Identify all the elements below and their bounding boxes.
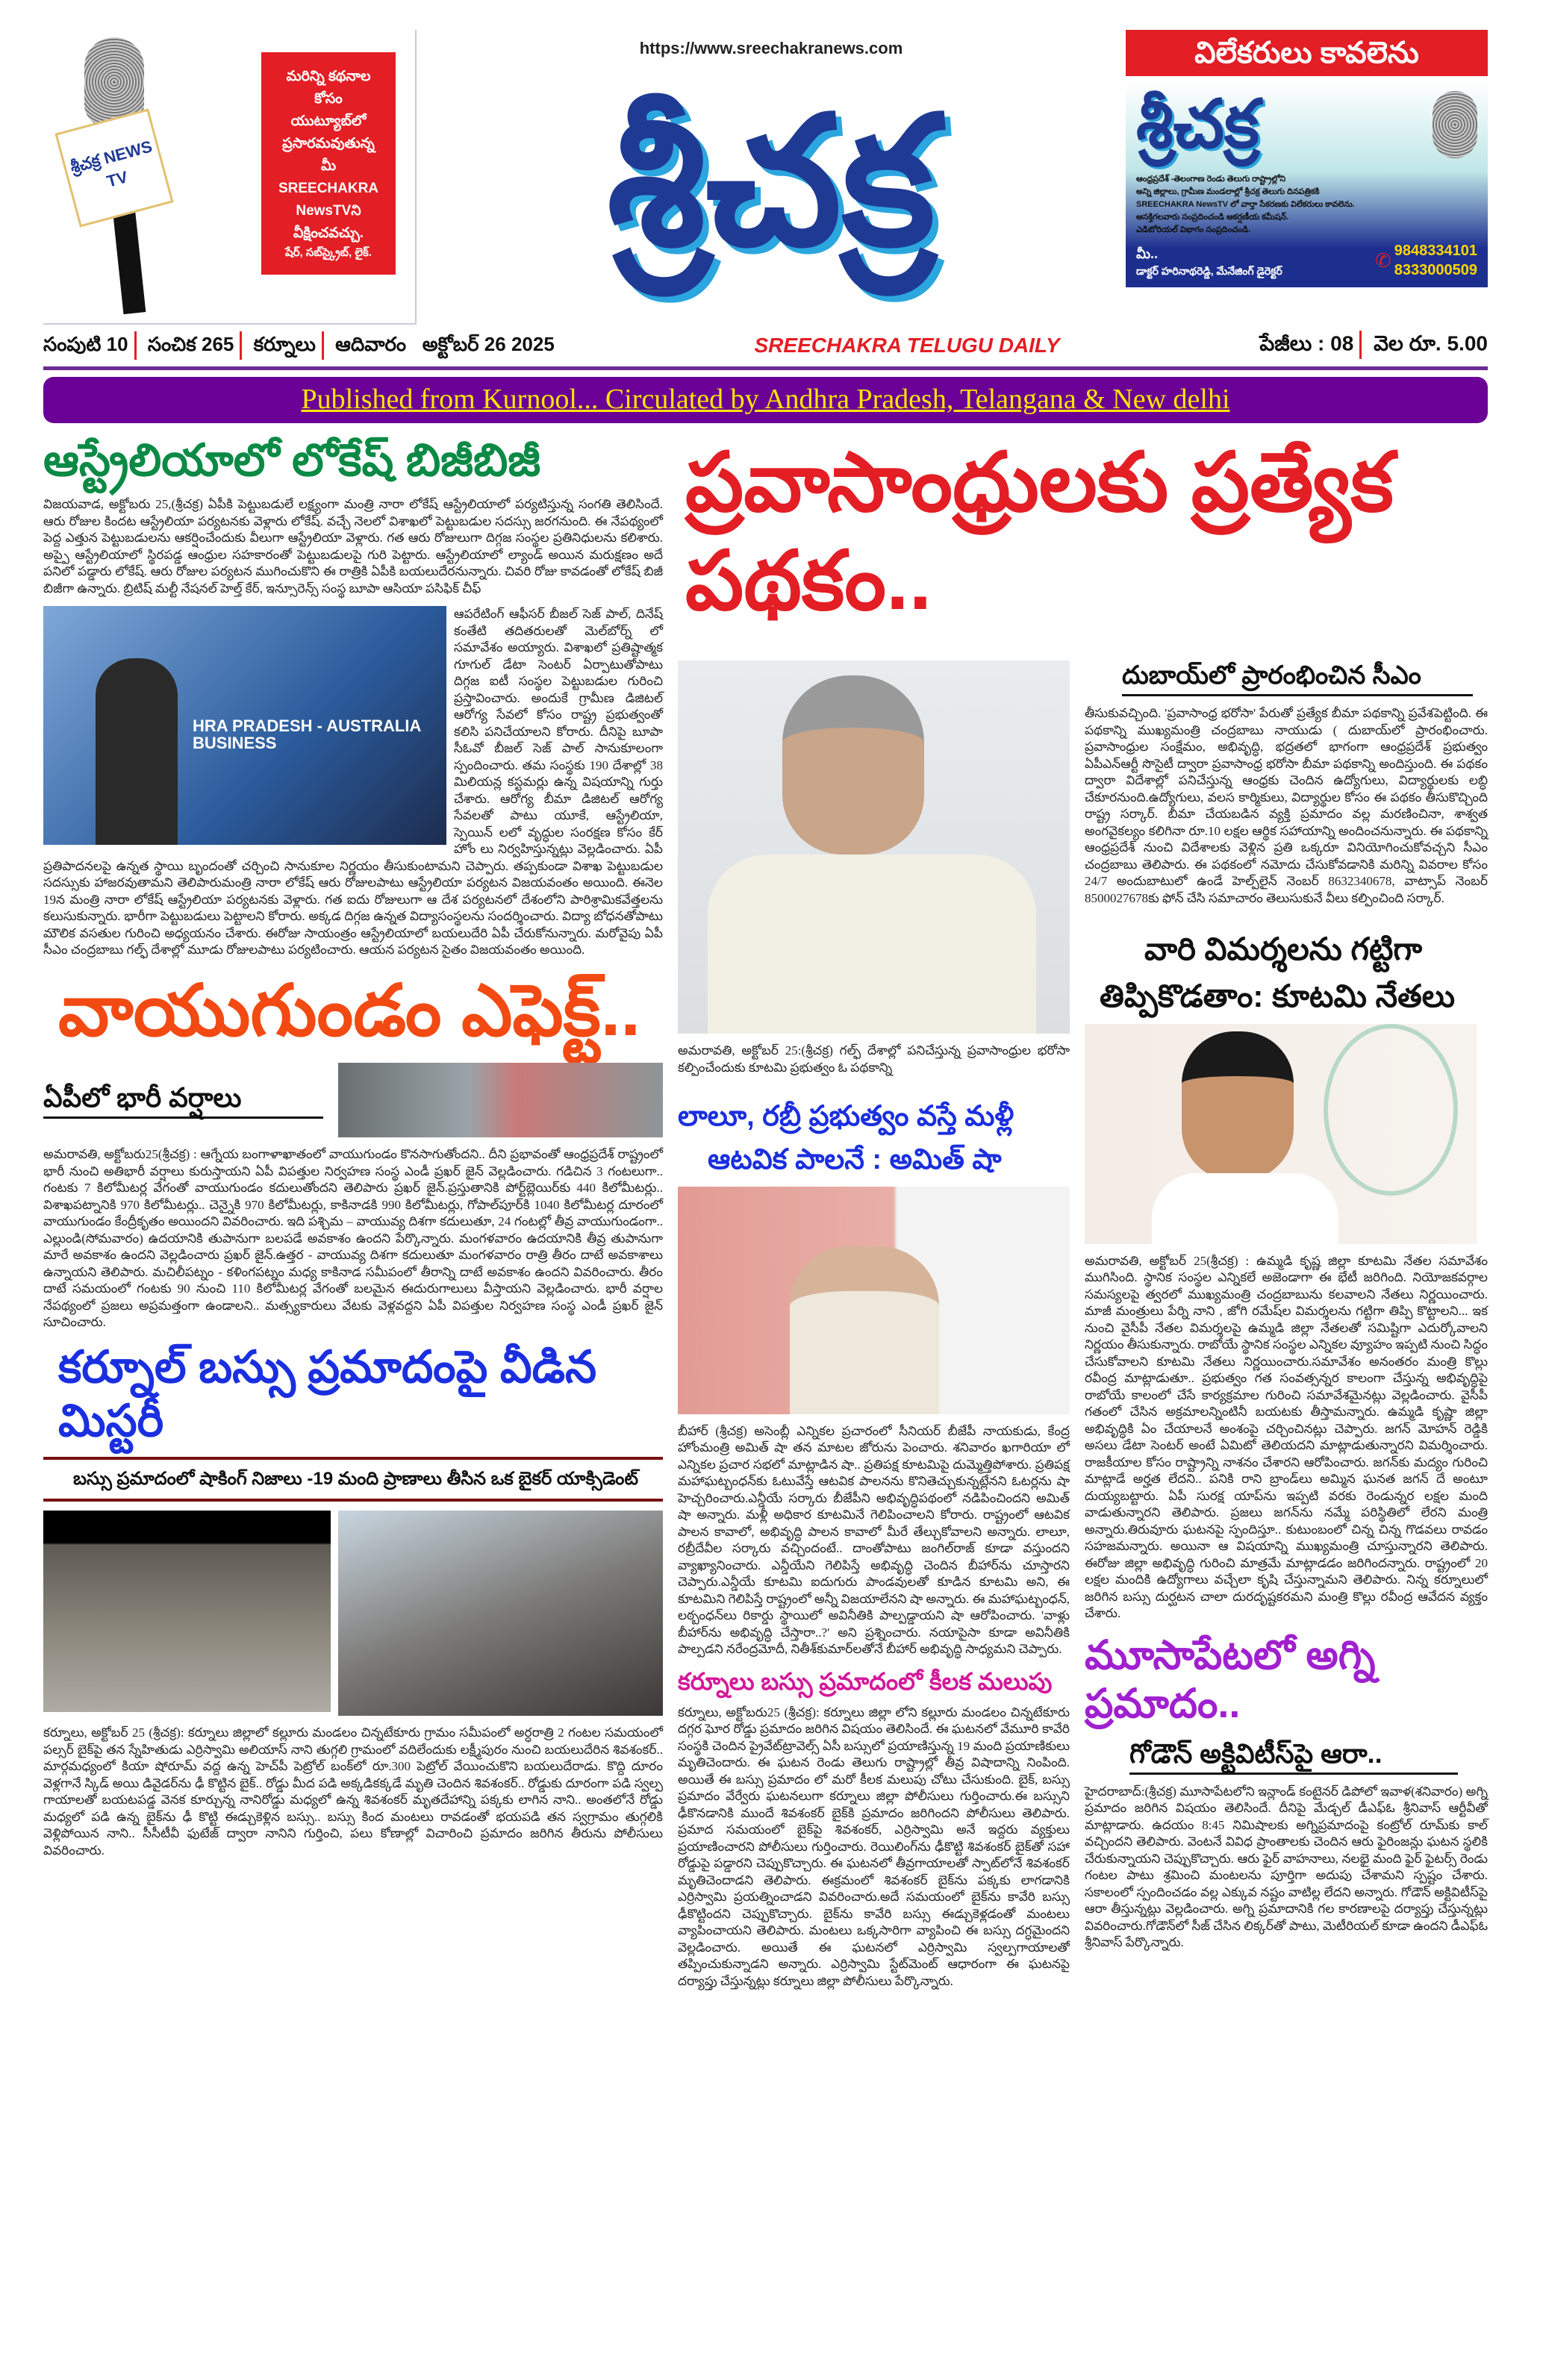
publication-banner: [43, 377, 1488, 423]
headline-amit-shah-2[interactable]: ఆటవిక పాలనే : అమిత్ షా: [708, 1143, 1002, 1175]
article-body: కర్నూలు, అక్టోబర్ 25 (శ్రీచక్ర): కర్నూలు జిల్లాలో కల్లూరు మండలం చిన్నటేకూరు గ్రామం సమీపంలో అర్ధరాత్రి 2 గంటల సమయంలో పల్సర్ బైక్‌పై తన స్నేహితుడు ఎర్రిస్వామి అలియాస్ నాని తుగ్గలి గ్రామంలో వదిలేందుకు లక్ష్మీపురం నుంచి బయలుదేరిన శివశంకర్.. మార్గమధ్యంలో కియా షోరూమ్ వద్ద ఉన్న హెచ్‌పీ పెట్రోల్ బంక్‌లో రూ.300 పెట్రోల్ వేయించుకొని బయలుదేరాడు. కొద్ది దూరం వెళ్లగానే స్కిడ్ అయి డివైడర్‌ను ఢీ కొట్టిన బైక్‌.. రోడ్డు మీద పడి అక్కడికక్కడే మృతి చెందిన శివశంకర్.. రోడ్డుకు దూరంగా పడి స్వల్ప గాయాలతో బయటపడ్డ వెనక కూర్చున్న నానిరోడ్డు మధ్యలో ఉన్న శివశంకర్ మృతదేహాన్ని పక్కకు లాగిన నాని.. అంతలోనే రోడ్డు మధ్యలో పడి ఉన్న బైక్‌ను ఢీ కొట్టి ఈడ్చుకెళ్లిన బస్సు.. బస్సు కింద మంటలు రావడంతో భయపడి తన స్వగ్రామం తుగ్గలికి వెళ్లిపోయిన నాని.. సీసీటీవీ ఫుటేజ్ ద్వారా నానిని గుర్తించి, పలు కోణాల్లో విచారించి ప్రమాదం జరిగిన తీరును పోలీసులు వివరించారు.: [43, 1725, 663, 1858]
left-ad: [43, 30, 417, 325]
photo-caption: అమరావతి, అక్టోబర్ 25:(శ్రీచక్ర) గల్ఫ్ దేశాల్లో పనిచేస్తున్న ప్రవాసాంధ్రుల భరోసా కల్పించేందుకు కూటమి ప్రభుత్వం ఓ పథకాన్ని: [678, 1043, 1070, 1075]
emblem-watermark: [1324, 1024, 1458, 1196]
photo-amit-shah: [678, 1187, 1070, 1414]
person-silhouette: [782, 675, 924, 855]
promo-line: షేర్, సబ్‌స్క్రైబ్, లైక్.: [285, 246, 372, 259]
divider: [43, 1457, 663, 1460]
logo-block: [435, 30, 1107, 304]
reporters-wanted-ad: [1126, 30, 1488, 287]
ad-phone: 9848334101: [1394, 243, 1477, 259]
article-body: తీసుకువచ్చింది. 'ప్రవాసాంధ్ర భరోసా' పేరుతో ప్రత్యేక బీమా పథకాన్ని ప్రవేశపెట్టింది. ఈ పథకాన్ని ముఖ్యమంత్రి చంద్రబాబు నాయుడు ( దుబాయ్‌లో ప్రారంభించారు. ప్రవాసాంధ్రుల సంక్షేమం, అభివృద్ధి, భద్రతలో భాగంగా ఆంధ్రప్రదేశ్ ప్రభుత్వం ఏపీఎన్ఆర్టీ సొసైటీ ద్వారా ప్రవాసాంధ్ర భరోసా బీమా పథకాన్ని అందిస్తుంది. ఈ పథకం ద్వారా విదేశాల్లో పనిచేస్తున్న ఆంధ్రకు చెందిన ఉద్యోగులు, విద్యార్థులకు లబ్ధి చేకూరనుంది.ఉద్యోగులు, వలస కార్మికులు, విద్యార్థుల కోసం ఈ పథకం తీసుకొచ్చింది రాష్ట్ర సర్కార్. బీమా చేయబడిన వ్యక్తి ప్రమాదం వల్ల మరణించినా, శాశ్వత అంగవైకల్యం కలిగినా రూ.10 లక్షల ఆర్థిక సహాయాన్ని అందించనున్నారు. ఈ పథకాన్ని ఆంధ్రప్రదేశ్ నుంచి విదేశాలకు వెళ్లిన ప్రతి ఒక్కరూ వినియోగించుకోవచ్చని సీఎం చంద్రబాబు తెలిపారు. ఈ పథకంలో నమోదు చేసుకోవడానికి మరిన్ని వివరాల కోసం 24/7 అందుబాటులో ఉండే హెల్ప్‌లైన్ నెంబర్ 8632340678, వాట్సాప్ నెంబర్ 8500027678కు ఫోన్ చేసి సమాచారం తెలుసుకునే వీలు కల్పించింది సర్కార్.: [1085, 706, 1488, 905]
tagline: SREECHAKRA TELUGU DAILY: [754, 334, 1060, 357]
article-body: అమరావతి, అక్టోబర్ 25(శ్రీచక్ర) : ఉమ్మడి కృష్ణ జిల్లా కూటమి నేతల సమావేశం ముగిసింది. స్థానిక సంస్థల ఎన్నికలే అజెండాగా ఈ భేటీ జరిగింది. నియోజకవర్గాల సమస్యలపై త్వరలో ముఖ్యమంత్రి చంద్రబాబును కలవాలని నేతలు నిర్ణయించారు. మాజీ మంత్రులు పేర్ని నాని , జోగి రమేష్‌ల విమర్శలను గట్టిగా తిప్పి కొట్టాలని... ఇక నుంచి వైసీపీ నేతల విమర్శలపై ఉమ్మడి జిల్లా నేతలతో సమిష్టిగా ఎదుర్కోవాలని నిర్ణయం తీసుకున్నారు. రాబోయే స్థానిక సంస్థల ఎన్నికల వ్యూహం ఇప్పటి నుంచి సిద్ధం చేసుకోవాలని కూటమి నేతలు నిర్ణయించారు.సమావేశం అనంతరం మంత్రి కొల్లు రవీంద్ర మాట్లాడుతూ.. ప్రభుత్వం గత సంవత్సన్నర కాలంగా చేస్తున్న అభివృద్ధిపై రాబోయే కాలంలో చేసే కార్యక్రమాల గురించి సమావేశమైనట్లు వెల్లడించారు. వైసీపీ గతంలో చేసిన అక్రమాలన్నింటినీ బయటకు తీస్తామన్నారు. ఉమ్మడి కృష్ణా జిల్లా అభివృద్ధికి ఏం చేయాలనే అంశంపై చర్చించినట్లు చెప్పారు. జగన్ మోహన్ రెడ్డికి అసలు డేటా సెంటర్ అంటే ఏమిటో తెలియదని మాట్లాడుతున్నారని విమర్శించారు. రాజకీయాల కోసం రాష్ట్రాన్ని నాశనం చేశారని ఆరోపించారు. జగన్‌కు మద్యం గురించి మాట్లాడే అర్హత లేదని.. పనికి రాని బ్రాండ్‌లు అమ్మిన ఘనత జగన్ దే అంటూ దుయ్యబట్టారు. ఏపీ సురక్ష యాప్‌ను ఇప్పటి వరకు రెండున్నర లక్షల మంది వాడుతున్నారని తెలిపారు. ప్రజలు జగన్‌ను నమ్మే పరిస్థితిలో లేరని మంత్రి అన్నారు.తిరువూరు ఘటనపై స్పందిస్తూ.. కుటుంబంలో చిన్న చిన్న గొడవలు రావడం సహజమన్నారు. అయినా ఆ విషయాన్ని ముఖ్యమంత్రి చూస్తున్నారని తెలిపారు. ఈరోజు జిల్లా అభివృద్ధి గురించి మాత్రమే మాట్లాడడం జరిగిందన్నారు. రాష్ట్రంలో 20 లక్షల మందికి ఉద్యోగాలు వచ్చేలా కృషి చేస్తున్నామని తెలిపారు. నిన్న కర్నూలులో జరిగిన బస్సు దుర్ఘటన చాలా దురదృష్టకరమని మంత్రి కొల్లు రవీంద్ర ఆవేదన వ్యక్తం చేశారు.: [1085, 1253, 1488, 1621]
subheadline-godown: గోడౌన్ అక్టివిటీస్‌పై ఆరా..: [1129, 1737, 1458, 1775]
photo-burnt-bus: [338, 1511, 663, 1716]
ad-line: అన్ని జిల్లాలు, గ్రామీణ మండలాల్లో శ్రీచక్ర తెలుగు దినపత్రికకి: [1136, 187, 1320, 196]
photo-kollu-ravindra: [1085, 1024, 1477, 1244]
article-body: బీహార్ (శ్రీచక్ర) అసెంబ్లీ ఎన్నికల ప్రచారంలో సీనియర్ బీజేపీ నాయకుడు, కేంద్ర హోంమంత్రి అమిత్ షా తన మాటల జోరును పెంచారు. శనివారం ఖగారియా లో ఎన్నికల ప్రచార సభలో మాట్లాడిన షా.. ప్రతిపక్ష కూటమిపై దుమ్మెత్తిపోశారు. ప్రతిపక్ష మహాఘట్బంధన్‌కు ఓటువేస్తే ఆటవిక పాలనను కొనితెచ్చుకున్నట్లేనని ఓటర్లను షా హెచ్చరించారు.ఎన్డీయే సర్కారు బీజేపీని అభివృద్ధిపథంలో నడిపించిందని అమిత్ షా అన్నారు. మళ్లీ అధికార కూటమినే గెలిపించాలని కోరారు. రాష్ట్రంలో ఆటవిక పాలన కావాలో, అభివృద్ధి పాలన కావాలో మీరే తేల్చుకోవాలని అన్నారు. లాలూ, రబ్రీదేవీల సర్కారు వచ్చిందంటే.. దాంతోపాటు జంగిల్‌రాజ్ కూడా వస్తుందని వ్యాఖ్యానించారు. ఎన్డీయేని గెలిపిస్తే అభివృద్ధి చెందిన బీహార్‌ను చూస్తారని చెప్పారు.ఎన్డీయే కూటమి ఐదుగురు పాండవులతో కూడిన కూటమి అని, ఈ కూటమిని గెలిపిస్తే రాష్ట్రంలో అన్నీ విజయాలేనని షా అన్నారు. ఈ మహాఘట్బంధన్, లఠ్బంధన్‌లు రికార్డు స్థాయిలో అవినీతికి పాల్పడ్డాయని షా ఆరోపించారు. 'వాళ్లు బీహార్‌ను అభివృద్ధి చేస్తారా..?' అని ప్రశ్నించారు. నయాపైసా కూడా అవినీతికి పాల్పడని నరేంద్రమోదీ, నితీశ్‌కుమార్‌లతోనే బీహార్ అభివృద్ధి సాధ్యమని చెప్పారు.: [678, 1423, 1070, 1657]
photo-lokesh-event: [43, 606, 446, 845]
person-silhouette: [96, 658, 178, 845]
promo-line: మీ: [320, 158, 337, 174]
article-body: హైదరాబాద్:(శ్రీచక్ర) మూసాపేటలోని ఇన్లాండ్ కంటైనర్ డిపోలో ఇవాళ(శనివారం) అగ్ని ప్రమాదం జరిగిన విషయం తెలిసిందే. దీనిపై మేడ్చల్ డీఎఫ్ఓ శ్రీనివాస్ ఆర్టీవీతో మాట్లాడారు. ఉదయం 8:45 నిమిషాలకు అగ్నిప్రమాదంపై కంట్రోల్ రూమ్‌కు కాల్ వచ్చిందని తెలిపారు. వెంటనే వివిధ ప్రాంతాలకు చెందిన ఆరు ఫైరింజన్లు ఘటన స్థలికి చేరుకున్నాయని చెప్పుకొచ్చారు. ఆరు ఫైర్ వాహనాలు, నలభై మంది ఫైర్ ఫైటర్స్ రెండు గంటల పాటు శ్రమించి మంటలను పూర్తిగా అదుపు చేశామని స్పష్టం చేశారు. సకాలంలో స్పందించడం వల్ల ఎక్కువ నష్టం వాటిల్ల లేదని అన్నారు. గోడౌన్ అక్టివిటీస్‌పై ఆరా తీస్తున్నట్లు వెల్లడించారు. అగ్ని ప్రమాదానికి గల కారణాలపై దర్యాప్తు చేస్తున్నట్లు వివరించారు.గోడౌన్‌లో సీజ్ చేసిన లిక్కర్‌తో పాటు, మెటీరియల్ కూడా ఉందని డీఎఫ్ఓ శ్రీనివాస్ పేర్కొన్నారు.: [1085, 1784, 1488, 1950]
ad-logo: శ్రీచక్ర: [1136, 87, 1259, 162]
shirt: [708, 855, 1036, 1034]
lokesh-photo-wrap: [43, 606, 663, 959]
issue-info-bar: [43, 331, 555, 360]
price-info: [1259, 331, 1488, 360]
masthead: [43, 30, 1488, 325]
price: వెల రూ. 5.00: [1374, 331, 1488, 355]
headline-bus-twist[interactable]: కర్నూలు బస్సు ప్రమాదంలో కీలక మలుపు: [678, 1667, 1053, 1695]
promo-line: వీక్షించవచ్చు.: [293, 225, 364, 241]
ad-line: ఆంధ్రప్రదేశ్ -తెలంగాణ రెండు తెలుగు రాష్ట్రాల్లోని: [1136, 175, 1286, 184]
subheadline-heavy-rains: ఏపీలో భారీ వర్షాలు: [43, 1081, 323, 1119]
weekday: ఆదివారం: [335, 332, 407, 355]
promo-line: NewsTVని: [296, 203, 361, 219]
photo-banner-text: HRA PRADESH - AUSTRALIA BUSINESS: [193, 716, 421, 752]
promo-line: SREECHAKRA: [278, 181, 379, 196]
subheadline-dubai: దుబాయ్‌లో ప్రారంభించిన సీఎం: [1122, 660, 1473, 696]
article-body: విజయవాడ, అక్టోబరు 25,(శ్రీచక్ర) ఏపీకి పెట్టుబడులే లక్ష్యంగా మంత్రి నారా లోకేష్ ఆస్ట్రేలియాలో పర్యటిస్తున్న సంగతి తెలిసిందే. ఆరు రోజుల కిందట ఆస్ట్రేలియా పర్యటనకు వెళ్లారు లోకేష్. వచ్చే నెలలో విశాఖలో పెట్టుబడుల సదస్సు జరగనుంది. ఈ నేపథ్యంలో పెద్ద ఎత్తున పెట్టుబడులను ఆకర్షించేందుకు వీలుగా ఆస్ట్రేలియా వెళ్లారు. గత ఆరు రోజులుగా దిగ్గజ సంస్థల ప్రతినిధులను కలిశారు. అప్పై ఆస్ట్రేలియాలో స్థిరపడ్డ ఆంధ్రుల సహకారంతో పెట్టుబడులపై గురి పెట్టారు. ఆస్ట్రేలియాలో ల్యాండ్ అయిన మరుక్షణం అదే పనిలో పడ్డారు లోకేష్. ఆరు రోజుల పర్యటన ముగించుకొని ఈ రాత్రికి ఏపీకి బయలుదేరనున్నారు. చివరి రోజు కావడంతో లోకేష్ బిజీ బిజీగా ఉన్నారు. బ్రిటిష్ మల్టీ నేషనల్ హెల్త్ కేర్, ఇన్సూరెన్స్ సంస్థ బూపా ఆసియా పసిఫిక్ చీఫ్: [43, 497, 663, 596]
photo-rain-traffic: [338, 1063, 663, 1137]
divider: [43, 366, 1488, 370]
ad-contact-name: డాక్టర్ హరినాథరెడ్డి, మేనేజింగ్ డైరెక్టర్: [1136, 265, 1282, 277]
city: కర్నూలు: [253, 332, 316, 355]
headline-kutami-1[interactable]: వారి విమర్శలను గట్టిగా: [1144, 931, 1423, 967]
headline-kutami-2[interactable]: తిప్పికొడతాం: కూటమి నేతలు: [1100, 978, 1456, 1013]
headline-bus-mystery[interactable]: కర్నూల్ బస్సు ప్రమాదంపై వీడిన మిస్టరీ: [58, 1341, 597, 1446]
headline-lokesh[interactable]: ఆస్ట్రేలియాలో లోకేష్ బిజీబిజీ: [43, 435, 541, 486]
ad-title: విలేకరులు కావలెను: [1126, 30, 1488, 76]
volume: సంపుటి 10: [43, 332, 128, 355]
headline-musapet-fire[interactable]: మూసాపేటలో అగ్ని ప్రమాదం..: [1085, 1632, 1376, 1726]
ad-line: ఎడిటోరియల్ విభాగం సంప్రదించండి.: [1136, 225, 1251, 234]
subheadline-bus-mystery: బస్సు ప్రమాదంలో షాకింగ్ నిజాలు -19 మంది ప్రాణాలు తీసిన ఒక బైకర్ యాక్సిడెంట్: [73, 1468, 638, 1489]
headline-amit-shah-1[interactable]: లాలూ, రబ్రీ ప్రభుత్వం వస్తే మళ్లీ: [678, 1101, 1014, 1133]
phone-icon: ✆: [1374, 249, 1391, 272]
ad-line: ఆసక్తిగలవారు సంప్రదించండి ఆకర్షణీయ కమీషన్.: [1136, 213, 1289, 222]
article-body: ఆపరేటింగ్ ఆఫీసర్ బీజల్ సెజ్ పాల్, దినేష్ కంతేటి తదితరులతో మెల్‌బోర్న్ లో సమావేశం అయ్యారు. విశాఖలో ప్రతిష్టాత్మక గూగుల్ డేటా సెంటర్ ఏర్పాటుతోపాటు దిగ్గజ ఐటీ సంస్థల పెట్టుబడుల గురించి ప్రస్తావించారు. అందుకే గ్రామీణ డిజిటల్ ఆరోగ్య సేవలో కోసం రాష్ట్ర ప్రభుత్వంతో కలిసి పనిచేయాలని కోరారు. దీనిపై బూపా సీఓవో బీజల్ సెజ్ పాల్ సానుకూలంగా: [454, 607, 663, 756]
ad-phone: 8333000509: [1394, 262, 1477, 278]
shirt: [1152, 1173, 1338, 1244]
website-url[interactable]: https://www.sreechakranews.com: [639, 39, 903, 57]
article-body: కర్నూలు, అక్టోబరు25 (శ్రీచక్ర): కర్నూలు జిల్లా లోని కల్లూరు మండలం చిన్నటేకూరు దగ్గర ఘోర రోడ్డు ప్రమాదం జరిగిన విషయం తెలిసిందే. ఈ ఘటనలో వేమూరి కావేరి సంస్థకి చెందిన ప్రైవేట్‌ట్రావెల్స్ ఏసీ బస్సులో ప్రయాణిస్తున్న 19 మంది ప్రయాణికులు మృతిచెందారు. ఈ ఘటన రెండు తెలుగు రాష్ట్రాల్లో తీవ్ర విషాదాన్ని నింపింది. అయితే ఈ బస్సు ప్రమాదం లో మరో కీలక మలుపు చోటు చేసుకుంది. బైక్, బస్సు ప్రమాదం వేర్వేరు ఘటనలుగా కర్నూలు జిల్లా పోలీసులు గుర్తించారు.ఈ బస్సుని ఢీకొనడానికి ముందే శివశంకర్ బైక్‌కి ప్రమాదం జరిగిందని పోలీసులు తెలిపారు. ప్రమాద సమయంలో బైక్‌పై శివశంకర్, ఎర్రిస్వామి అనే ఇద్దరు వ్యక్తులు ప్రయాణించారని పోలీసులు గుర్తించారు. రెయిలింగ్‌ను ఢీకొట్టి శివశంకర్ బైక్‌తో సహా రోడ్డుపై పడ్డారని చెప్పుకొచ్చారు. ఈ ఘటనలో తీవ్రగాయాలతో స్పాట్‌లోనే శివశంకర్ మృతిచెందాడని తెలిపారు. ఈక్రమంలో శివశంకర్ బైక్‌ను పక్కకు లాగడానికి ఎర్రిస్వామి ప్రయత్నించాడని వివరించారు.అదే సమయంలో బైక్‌ను కావేరి బస్సు ఢీకొట్టిందని చెప్పుకొచ్చారు. బైక్‌ను కావేరి బస్సు ఈడ్చుకెళ్లడంతో మంటలు వ్యాపించాయని తెలిపారు. మంటలు ఒక్కసారిగా వ్యాపించి ఈ బస్సు దగ్ధమైందని వెల్లడించారు. అయితే ఈ ఘటనలో ఎర్రిస్వామి స్వల్పగాయాలతో తప్పించుకున్నాడని అన్నారు. ఎర్రిస్వామి స్టేట్‌మెంట్ ఆధారంగా ఈ ఘటనపై దర్యాప్తు చేస్తున్నట్లు కర్నూలు జిల్లా పోలీసులు పేర్కొన్నారు.: [678, 1705, 1070, 1988]
page-count: పేజీలు : 08: [1259, 331, 1354, 355]
article-body: స్పందించారు. తమ సంస్థకు 190 దేశాల్లో 38 మిలియన్ల కస్టమర్లు ఉన్న విషయాన్ని గుర్తు చేశారు. ఆరోగ్య బీమా డిజిటల్ ఆరోగ్య సేవలతో పాటు యూకే, ఆస్ట్రేలియా, స్పెయిన్ లలో వృద్ధుల సంరక్షణ కోసం కేర్ హోం లు నిర్వహిస్తున్నట్లు వెల్లడించారు. ఏపీ ప్రతిపాదనలపై ఉన్నత స్థాయి బృందంతో చర్చించి సానుకూల నిర్ణయం తీసుకుంటామని చెప్పారు. తప్పకుండా విశాఖ పెట్టుబడుల సదస్సుకు హాజరవుతామని తెలిపారుమంత్రి నారా లోకేష్ ఆరు రోజులపాటు ఆస్ట్రేలియా పర్యటన విజయవంతం అయింది. ఈనెల 19న మంత్రి నారా లోకేష్ ఆస్ట్రేలియా పర్యటనకు వెళ్లారు. గత ఐదు రోజులుగా ఆ దేశ పర్యటనలో దేశంలోని పారిశ్రామికవేత్తలను కలుసుకున్నారు. భారీగా పెట్టుబడులు పెట్టాలని కోరారు. అక్కడ దిగ్గజ ఉన్నత విద్యాసంస్థలను సందర్శించారు. విద్యా బోధనతోపాటు మౌలిక వసతుల గురించి అధ్యయనం చేశారు. ఈరోజు సాయంత్రం ఆస్ట్రేలియాలో బయలుదేరి ఏపీ చేరుకోనున్నారు. మరోవైపు ఏపీ సీఎం చంద్రబాబు గల్ఫ్ దేశాల్లో మూడు రోజులపాటు పర్యటించారు. ఆయన పర్యటన సైతం విజయవంతం అయింది.: [43, 758, 663, 958]
promo-line: ప్రసారమవుతున్న: [282, 136, 375, 152]
newspaper-logo: శ్రీచక్ర: [607, 81, 935, 281]
date: అక్టోబర్ 26 2025: [422, 332, 555, 355]
person-silhouette: [790, 1246, 939, 1414]
issue-number: సంచిక 265: [147, 332, 234, 355]
lead-headline[interactable]: ప్రవాసాంధ్రులకు ప్రత్యేక పథకం..: [685, 437, 1394, 628]
headline-vayugundam[interactable]: వాయుగుండం ఎఫెక్ట్..: [58, 970, 641, 1051]
ad-microphone-icon: [1433, 91, 1477, 158]
mic-flag-logo: శ్రీచక్ర NEWS TV: [54, 108, 173, 227]
youtube-promo-box: [261, 52, 396, 275]
ad-line: SREECHAKRA NewsTV లో వార్తా సేకరణకు విలేకరులు కావలెను.: [1136, 200, 1355, 209]
photo-cctv-petrol-bunk: [43, 1511, 331, 1712]
promo-line: మరిన్ని కథనాల: [286, 69, 371, 84]
article-body: అమరావతి, అక్టోబరు25(శ్రీచక్ర) : ఆగ్నేయ బంగాళాఖాతంలో వాయుగుండం కొనసాగుతోందని.. దీని ప్రభావంతో ఆంధ్రప్రదేశ్ రాష్ట్రంలో భారీ నుంచి అతిభారీ వర్షాలు కురుస్తాయని ఏపీ విపత్తుల నిర్వహణ సంస్థ ఎండీ ప్రఖర్ జైన్ వెల్లడించారు. గడిచిన 3 గంటలుగా.. గంటకు 7 కిలోమీటర్ల వేగంతో వాయుగుండం కదులుతోందని తెలిపారు ప్రఖర్ జైన్.ప్రస్తుతానికి పోర్ట్‌బ్లెయిర్‌కు 440 కిలోమీటర్లు.. విశాఖపట్నానికి 970 కిలోమీటర్లు.. చెన్నైకి 970 కిలోమీటర్లు, కాకినాడకి 990 కిలోమీటర్లు, గోపాల్‌పూర్‌కి 1040 కిలోమీటర్ల దూరంలో వాయుగుండం కేంద్రీకృతం అయిందని వివరించారు. ఇది పశ్చిమ – వాయువ్య దిశగా కదులుతూ, 24 గంటల్లో తీవ్ర వాయుగుండంగా.. ఎల్లుండి(సోమవారం) ఉదయానికి తుపానుగా బలపడే అవకాశం ఉందని పేర్కొన్నారు. మంగళవారం ఉదయానికి తీవ్ర తుపానుగా మారే అవకాశం ఉందని వెల్లడించారు ప్రఖర్ జైన్.ఉత్తర - వాయువ్య దిశగా కదులుతూ మంగళవారం రాత్రి తీరం దాటే అవకాశాలు ఉన్నాయని తెలిపారు. మచిలీపట్నం - కళింగపట్నం మధ్య కాకినాడ సమీపంలో తీరాన్ని దాటే అవకాశం ఉందని వివరించారు. తీరం దాటే సమయంలో గంటకు 90 నుంచి 110 కిలోమీటర్ల వేగంతో బలమైన ఈదురుగాలులు వీస్తాయని వెల్లడించారు. భారీ వర్షాల నేపథ్యంలో ప్రజలు అప్రమత్తంగా ఉండాలని.. మత్స్యకారులు వేటకు వెళ్లవద్దని ఏపీ విపత్తుల నిర్వహణ సంస్థ ఎండీ ప్రఖర్ జైన్ సూచించారు.: [43, 1147, 663, 1330]
info-row: [43, 331, 1488, 360]
promo-line: యుట్యూబ్‌లో: [290, 113, 367, 129]
photo-chandrababu-naidu: [678, 660, 1070, 1034]
promo-line: కోసం: [314, 91, 343, 107]
person-silhouette: [1182, 1031, 1294, 1181]
banner-text: Published from Kurnool... Circulated by Andhra Pradesh, Telangana & New delhi: [301, 384, 1230, 416]
ad-mi: మీ..: [1136, 246, 1159, 261]
divider: [43, 1499, 663, 1502]
